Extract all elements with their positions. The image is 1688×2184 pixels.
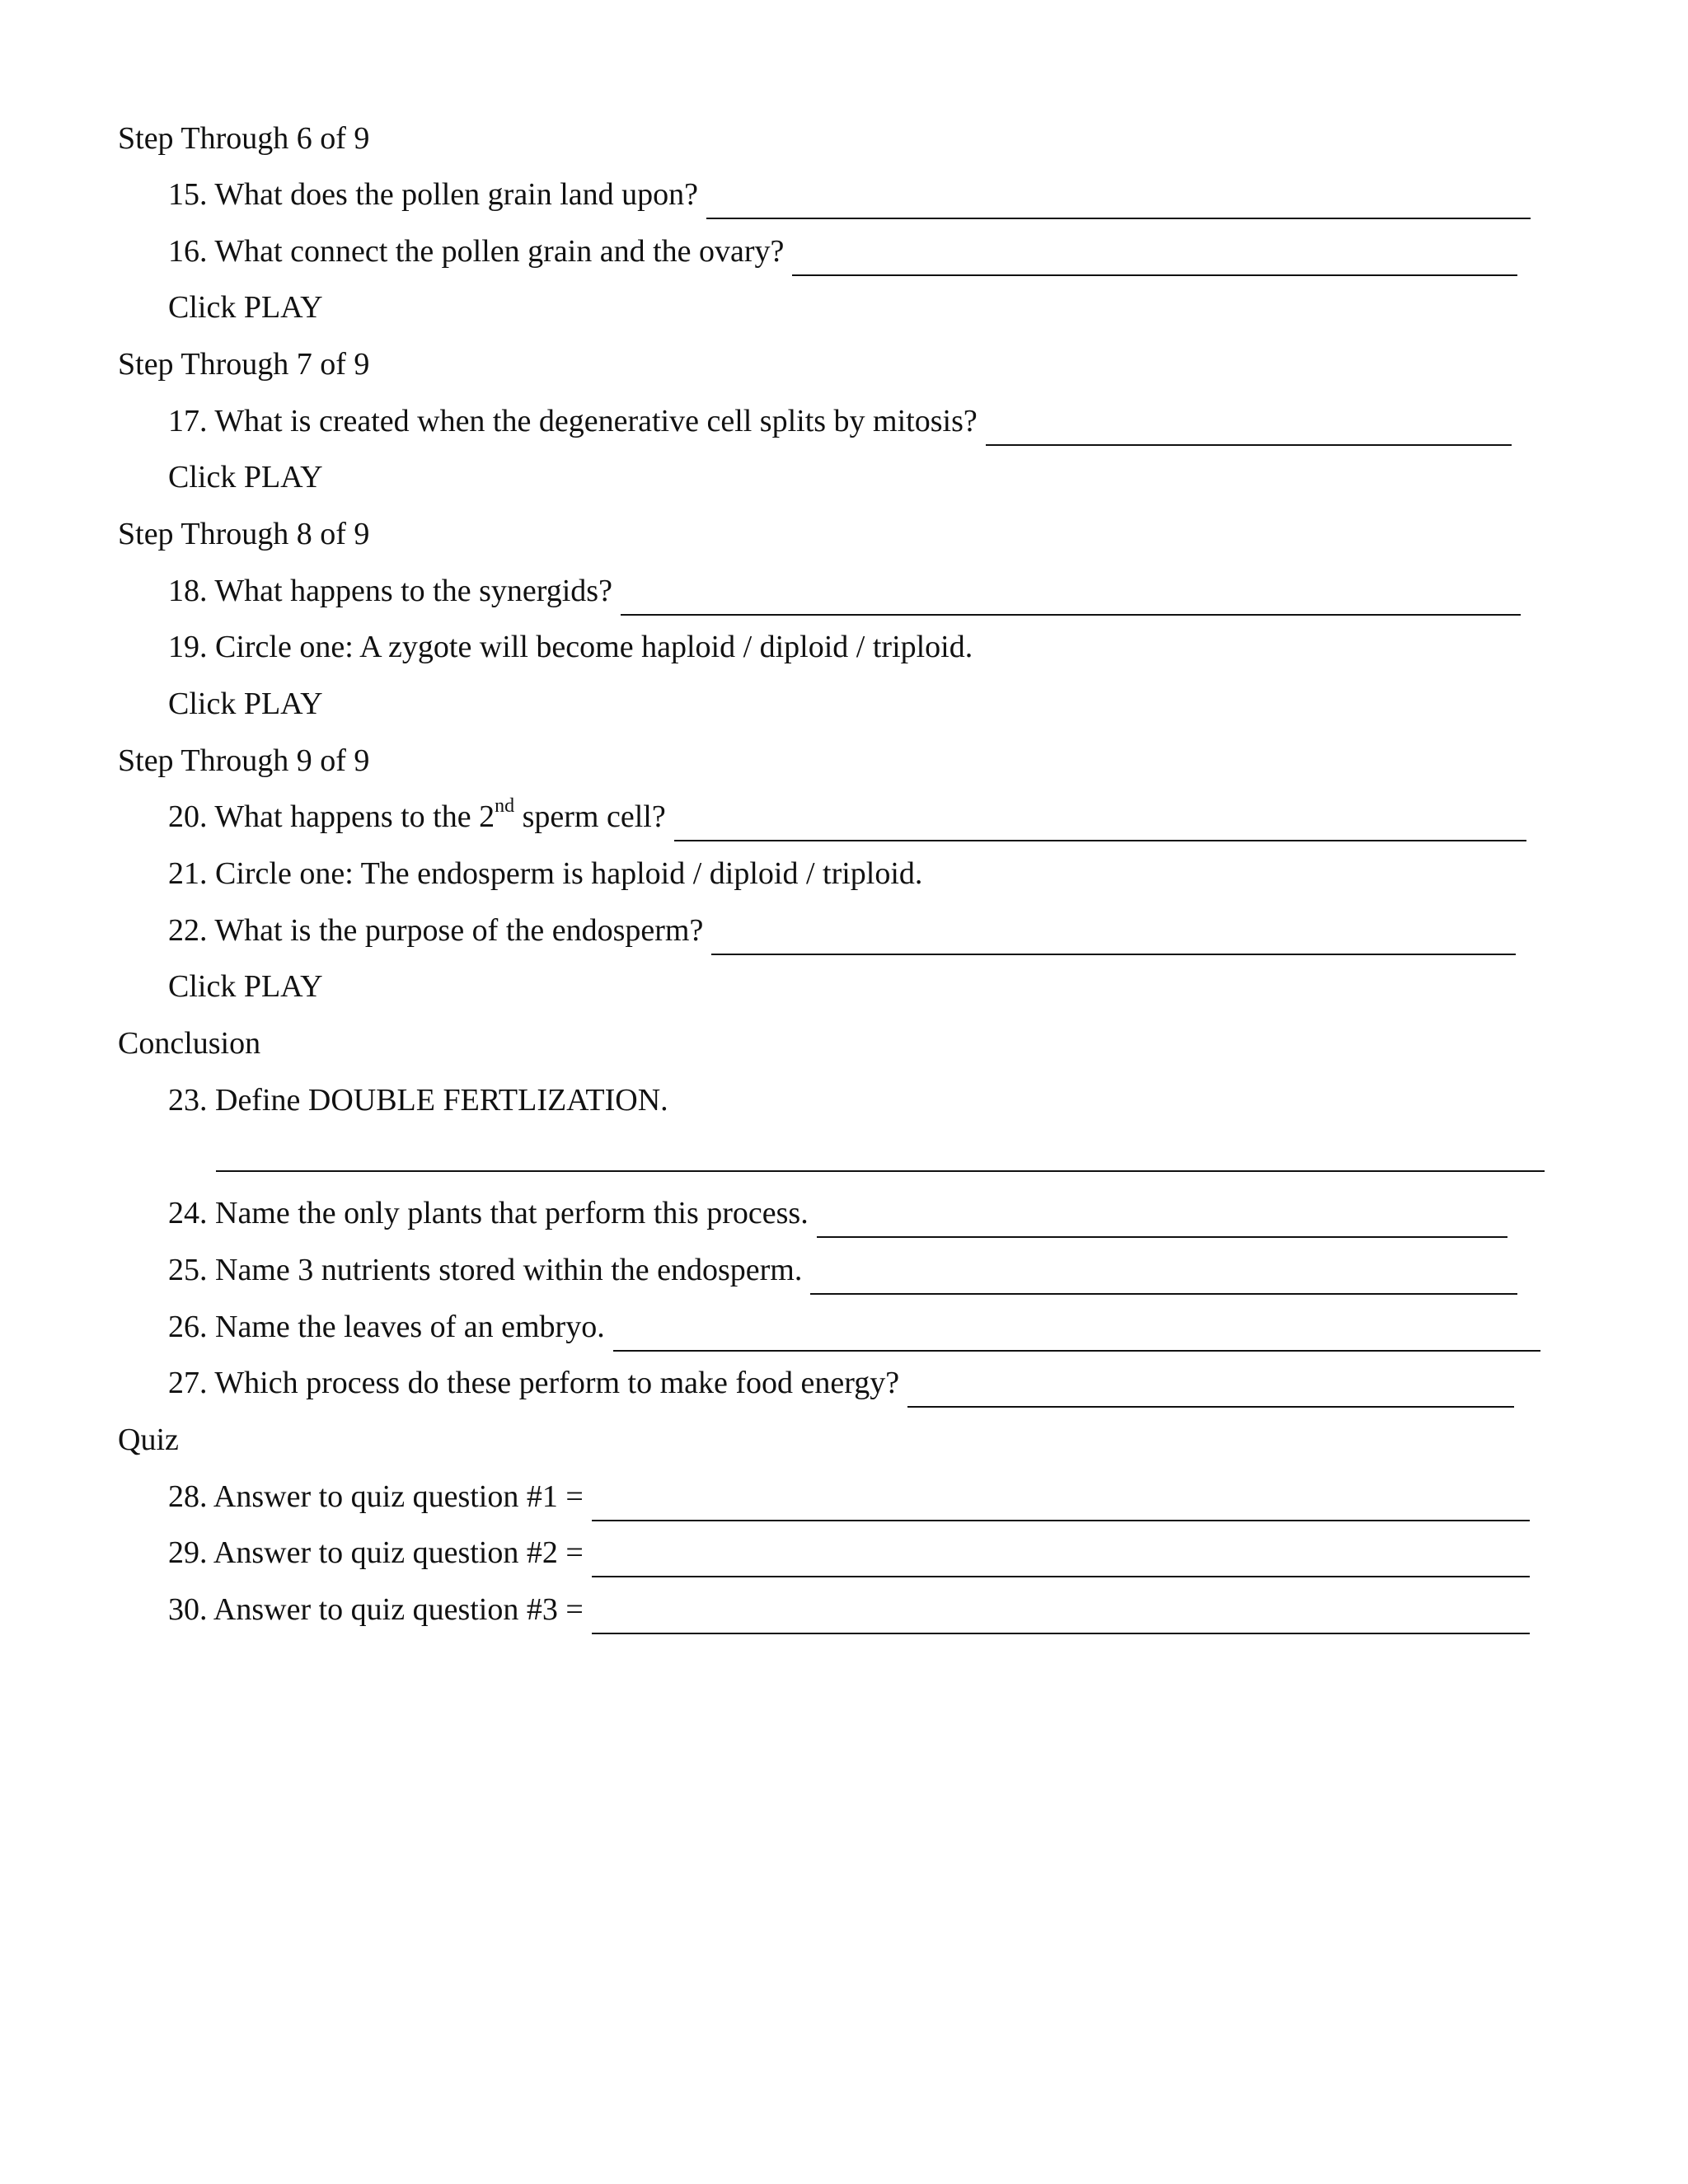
answer-line-22[interactable] bbox=[711, 917, 1516, 955]
question-16: 16. What connect the pollen grain and the ovary? bbox=[168, 227, 1517, 276]
answer-line-25[interactable] bbox=[810, 1257, 1517, 1295]
click-play-instruction: Click PLAY bbox=[168, 460, 323, 494]
question-23: 23. Define DOUBLE FERTLIZATION. bbox=[168, 1083, 668, 1118]
click-play-instruction: Click PLAY bbox=[168, 687, 323, 721]
click-play-instruction: Click PLAY bbox=[168, 290, 323, 325]
section-heading-8: Step Through 8 of 9 bbox=[118, 517, 370, 551]
answer-line-28[interactable] bbox=[592, 1483, 1530, 1521]
section-heading-6: Step Through 6 of 9 bbox=[118, 121, 370, 156]
section-heading-9: Step Through 9 of 9 bbox=[118, 743, 370, 778]
question-15: 15. What does the pollen grain land upon? bbox=[168, 170, 1531, 219]
question-21: 21. Circle one: The endosperm is haploid / diploid / triploid. bbox=[168, 856, 923, 891]
question-19: 19. Circle one: A zygote will become haploid / diploid / triploid. bbox=[168, 630, 973, 664]
section-heading-7: Step Through 7 of 9 bbox=[118, 347, 370, 382]
answer-line-26[interactable] bbox=[613, 1314, 1540, 1352]
click-play-instruction: Click PLAY bbox=[168, 969, 323, 1004]
answer-line-18[interactable] bbox=[621, 578, 1521, 616]
question-29: 29. Answer to quiz question #2 = bbox=[168, 1528, 1530, 1577]
question-27: 27. Which process do these perform to make food energy? bbox=[168, 1358, 1514, 1408]
answer-line-24[interactable] bbox=[817, 1200, 1507, 1238]
answer-line-15[interactable] bbox=[706, 181, 1531, 219]
answer-line-29[interactable] bbox=[592, 1540, 1530, 1577]
question-25: 25. Name 3 nutrients stored within the endosperm. bbox=[168, 1245, 1517, 1295]
question-28: 28. Answer to quiz question #1 = bbox=[168, 1472, 1530, 1521]
answer-line-30[interactable] bbox=[592, 1596, 1530, 1634]
question-30: 30. Answer to quiz question #3 = bbox=[168, 1585, 1530, 1634]
section-heading-quiz: Quiz bbox=[118, 1422, 179, 1457]
question-22: 22. What is the purpose of the endosperm? bbox=[168, 906, 1516, 955]
answer-line-17[interactable] bbox=[986, 408, 1512, 446]
answer-line-16[interactable] bbox=[792, 238, 1517, 276]
question-20: 20. What happens to the 2nd sperm cell? bbox=[168, 792, 1526, 841]
answer-line-23[interactable] bbox=[216, 1170, 1545, 1172]
question-18: 18. What happens to the synergids? bbox=[168, 566, 1521, 616]
question-24: 24. Name the only plants that perform this process. bbox=[168, 1188, 1507, 1238]
question-17: 17. What is created when the degenerative cell splits by mitosis? bbox=[168, 396, 1512, 446]
section-heading-conclusion: Conclusion bbox=[118, 1026, 261, 1061]
question-26: 26. Name the leaves of an embryo. bbox=[168, 1302, 1540, 1352]
answer-line-27[interactable] bbox=[907, 1370, 1514, 1408]
answer-line-20[interactable] bbox=[674, 804, 1526, 841]
